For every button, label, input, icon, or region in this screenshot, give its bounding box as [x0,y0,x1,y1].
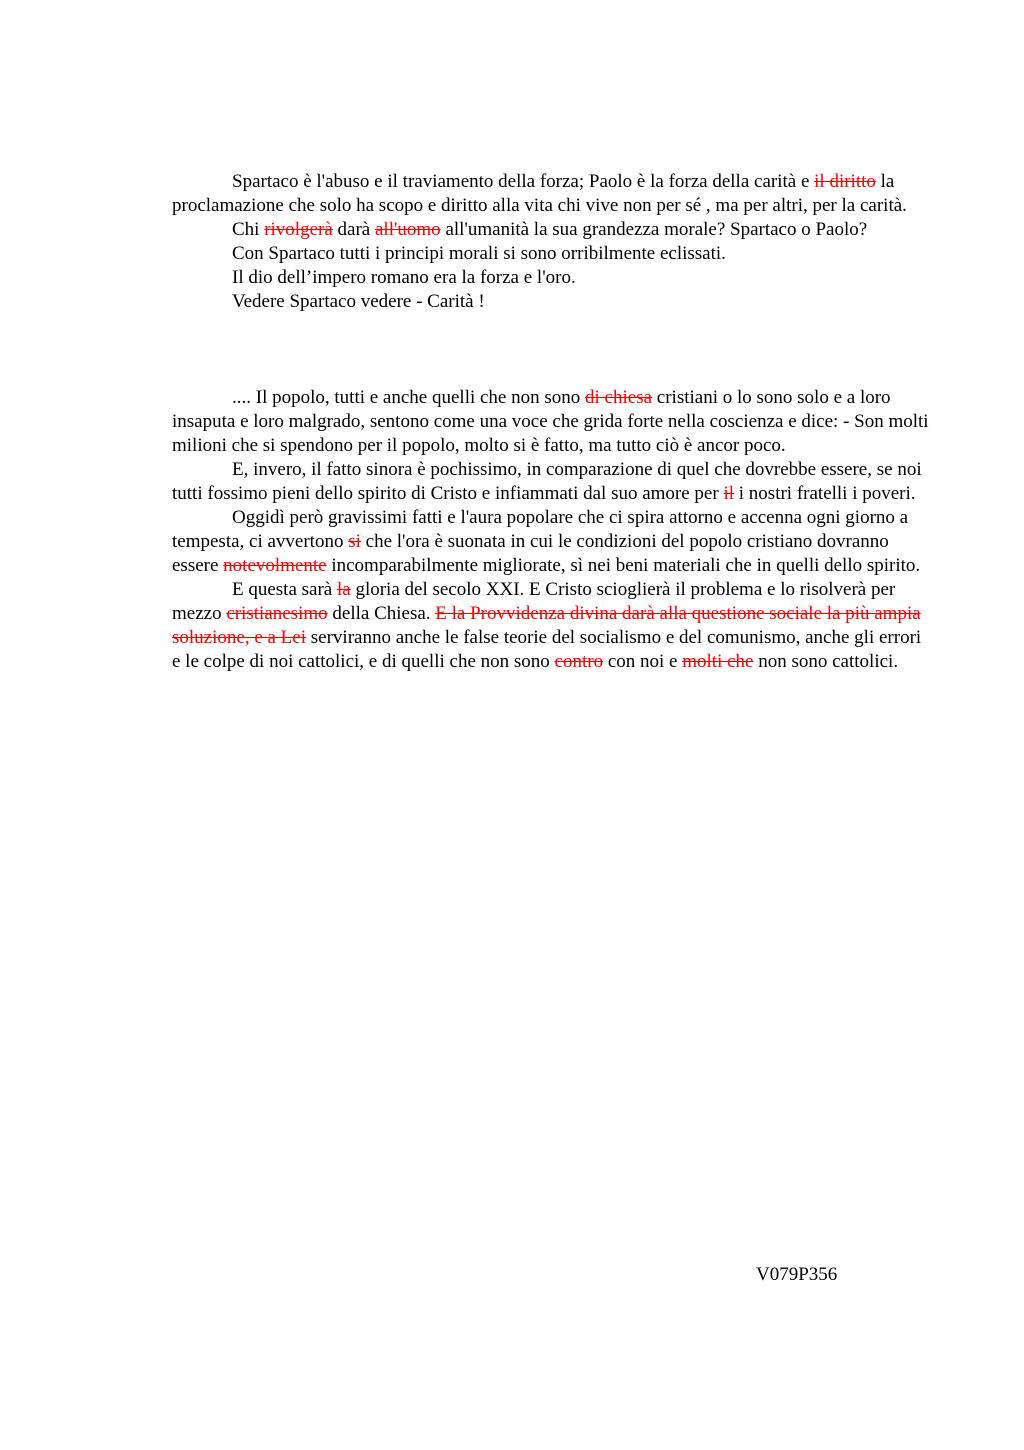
deleted-text: E la Provvidenza divina darà alla questione sociale la più ampia soluzione, e a Lei [172,603,921,648]
page-code: V079P356 [756,1264,838,1285]
paragraph [172,266,932,290]
paragraph [172,578,932,674]
deleted-text: la [336,579,351,600]
deleted-text: notevolmente [223,555,327,576]
deleted-text: cristianesimo [226,603,328,624]
deleted-text: molti che [682,651,754,672]
text-run: darà [332,219,375,240]
text-run: della Chiesa. [327,603,436,624]
text-run: incomparabilmente migliorate, sì nei beni materiali che in quelli dello spirito. [326,555,921,576]
paragraph [172,290,932,314]
deleted-text: rivolgerà [264,219,333,240]
text-run: Con Spartaco tutti i principi morali si sono orribilmente eclissati. [232,243,726,264]
document-body [172,170,932,674]
text-run: che l'ora è suonata in cui le condizioni del popolo cristiano dovranno essere [172,531,889,576]
deleted-text: si [348,531,361,552]
section-1 [172,170,932,314]
deleted-text: il [723,483,735,504]
deleted-text: all'uomo [374,219,441,240]
paragraph [172,386,932,458]
deleted-text: il diritto [814,171,876,192]
text-run: E, invero, il fatto sinora è pochissimo, in comparazione di quel che dovrebbe essere, se noi tutti fossimo pieni dello spirito di Cristo e infiammati dal suo amore per [172,459,922,504]
text-run: con noi e [603,651,683,672]
text-run: cristiani o lo sono solo e a loro insaputa e loro malgrado, sentono come una voce che grida forte nella coscienza e dice: - Son molti milioni che si spendono per il popolo, molto si è fatto, ma tutto ciò è ancor poco. [172,387,929,456]
section-spacer [172,314,932,386]
deleted-text: contro [554,651,604,672]
text-run: all'umanità la sua grandezza morale? Spartaco o Paolo? [440,219,868,240]
text-run: Chi [232,219,265,240]
paragraph [172,506,932,578]
text-run: i nostri fratelli i poveri. [734,483,916,504]
deleted-text: di chiesa [585,387,653,408]
text-run: E questa sarà [232,579,337,600]
text-run: .... Il popolo, tutti e anche quelli che non sono [232,387,586,408]
text-run: serviranno anche le false teorie del socialismo e del comunismo, anche gli errori e le colpe di noi cattolici, e di quelli che non sono [172,627,922,672]
paragraph [172,458,932,506]
text-run: gloria del secolo XXI. E Cristo scioglierà il problema e lo risolverà per mezzo [172,579,896,624]
text-run: Il dio dell’impero romano era la forza e l'oro. [232,267,576,288]
text-run: Oggidì però gravissimi fatti e l'aura popolare che ci spira attorno e accenna ogni giorno a tempesta, ci avvertono [172,507,909,552]
text-run: la proclamazione che solo ha scopo e diritto alla vita chi vive non per sé , ma per altri, per la carità. [172,171,907,216]
paragraph [172,218,932,242]
paragraph [172,170,932,218]
text-run: Vedere Spartaco vedere - Carità ! [232,291,485,312]
section-2 [172,386,932,674]
text-run: non sono cattolici. [753,651,899,672]
text-run: Spartaco è l'abuso e il traviamento della forza; Paolo è la forza della carità e [232,171,815,192]
paragraph [172,242,932,266]
